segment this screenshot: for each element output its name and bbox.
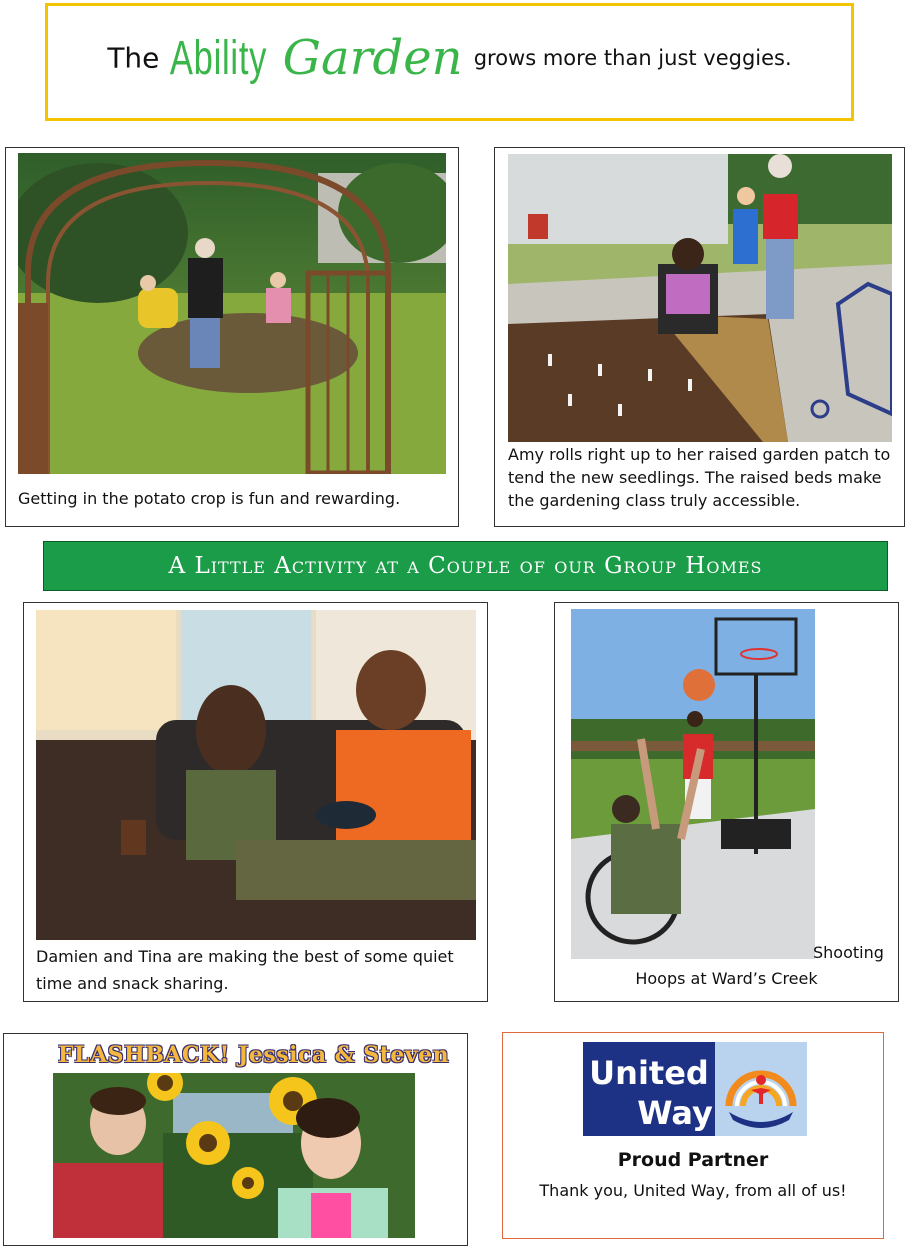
flashback-title: FLASHBACK! Jessica & Steven [58,1042,450,1068]
hoops-card [554,602,899,1002]
potato-card [5,147,459,527]
hoops-caption-a: Shooting [813,943,884,962]
united-way-line2: Way [637,1094,713,1132]
damien-photo [36,610,476,940]
amy-caption: Amy rolls right up to her raised garden patch to tend the new seedlings. The raised beds make the gardening class truly accessible. [508,445,891,510]
thank-you-text: Thank you, United Way, from all of us! [539,1181,847,1200]
damien-card [23,602,488,1002]
hoops-photo [571,609,815,959]
section-title: A Little Activity at a Couple of our Group Homes [43,541,888,591]
damien-caption: Damien and Tina are making the best of some quiet time and snack sharing. [36,947,454,993]
amy-photo [508,154,892,442]
header-garden: Garden [282,30,463,86]
hoops-caption-b: Hoops at Ward’s Creek [635,969,818,988]
header-ability: Ability [169,31,267,85]
proud-partner: Proud Partner [617,1149,769,1171]
header-banner [45,3,854,121]
flashback-photo [53,1073,415,1238]
header-title [48,30,851,86]
united-way-line1: United [589,1054,709,1092]
header-the: The [107,41,160,75]
united-way-card [502,1032,884,1239]
potato-photo [18,153,446,474]
header-tagline: grows more than just veggies. [473,46,792,70]
potato-caption: Getting in the potato crop is fun and rewarding. [18,489,401,508]
amy-card [494,147,905,527]
united-way-logo [583,1042,807,1136]
